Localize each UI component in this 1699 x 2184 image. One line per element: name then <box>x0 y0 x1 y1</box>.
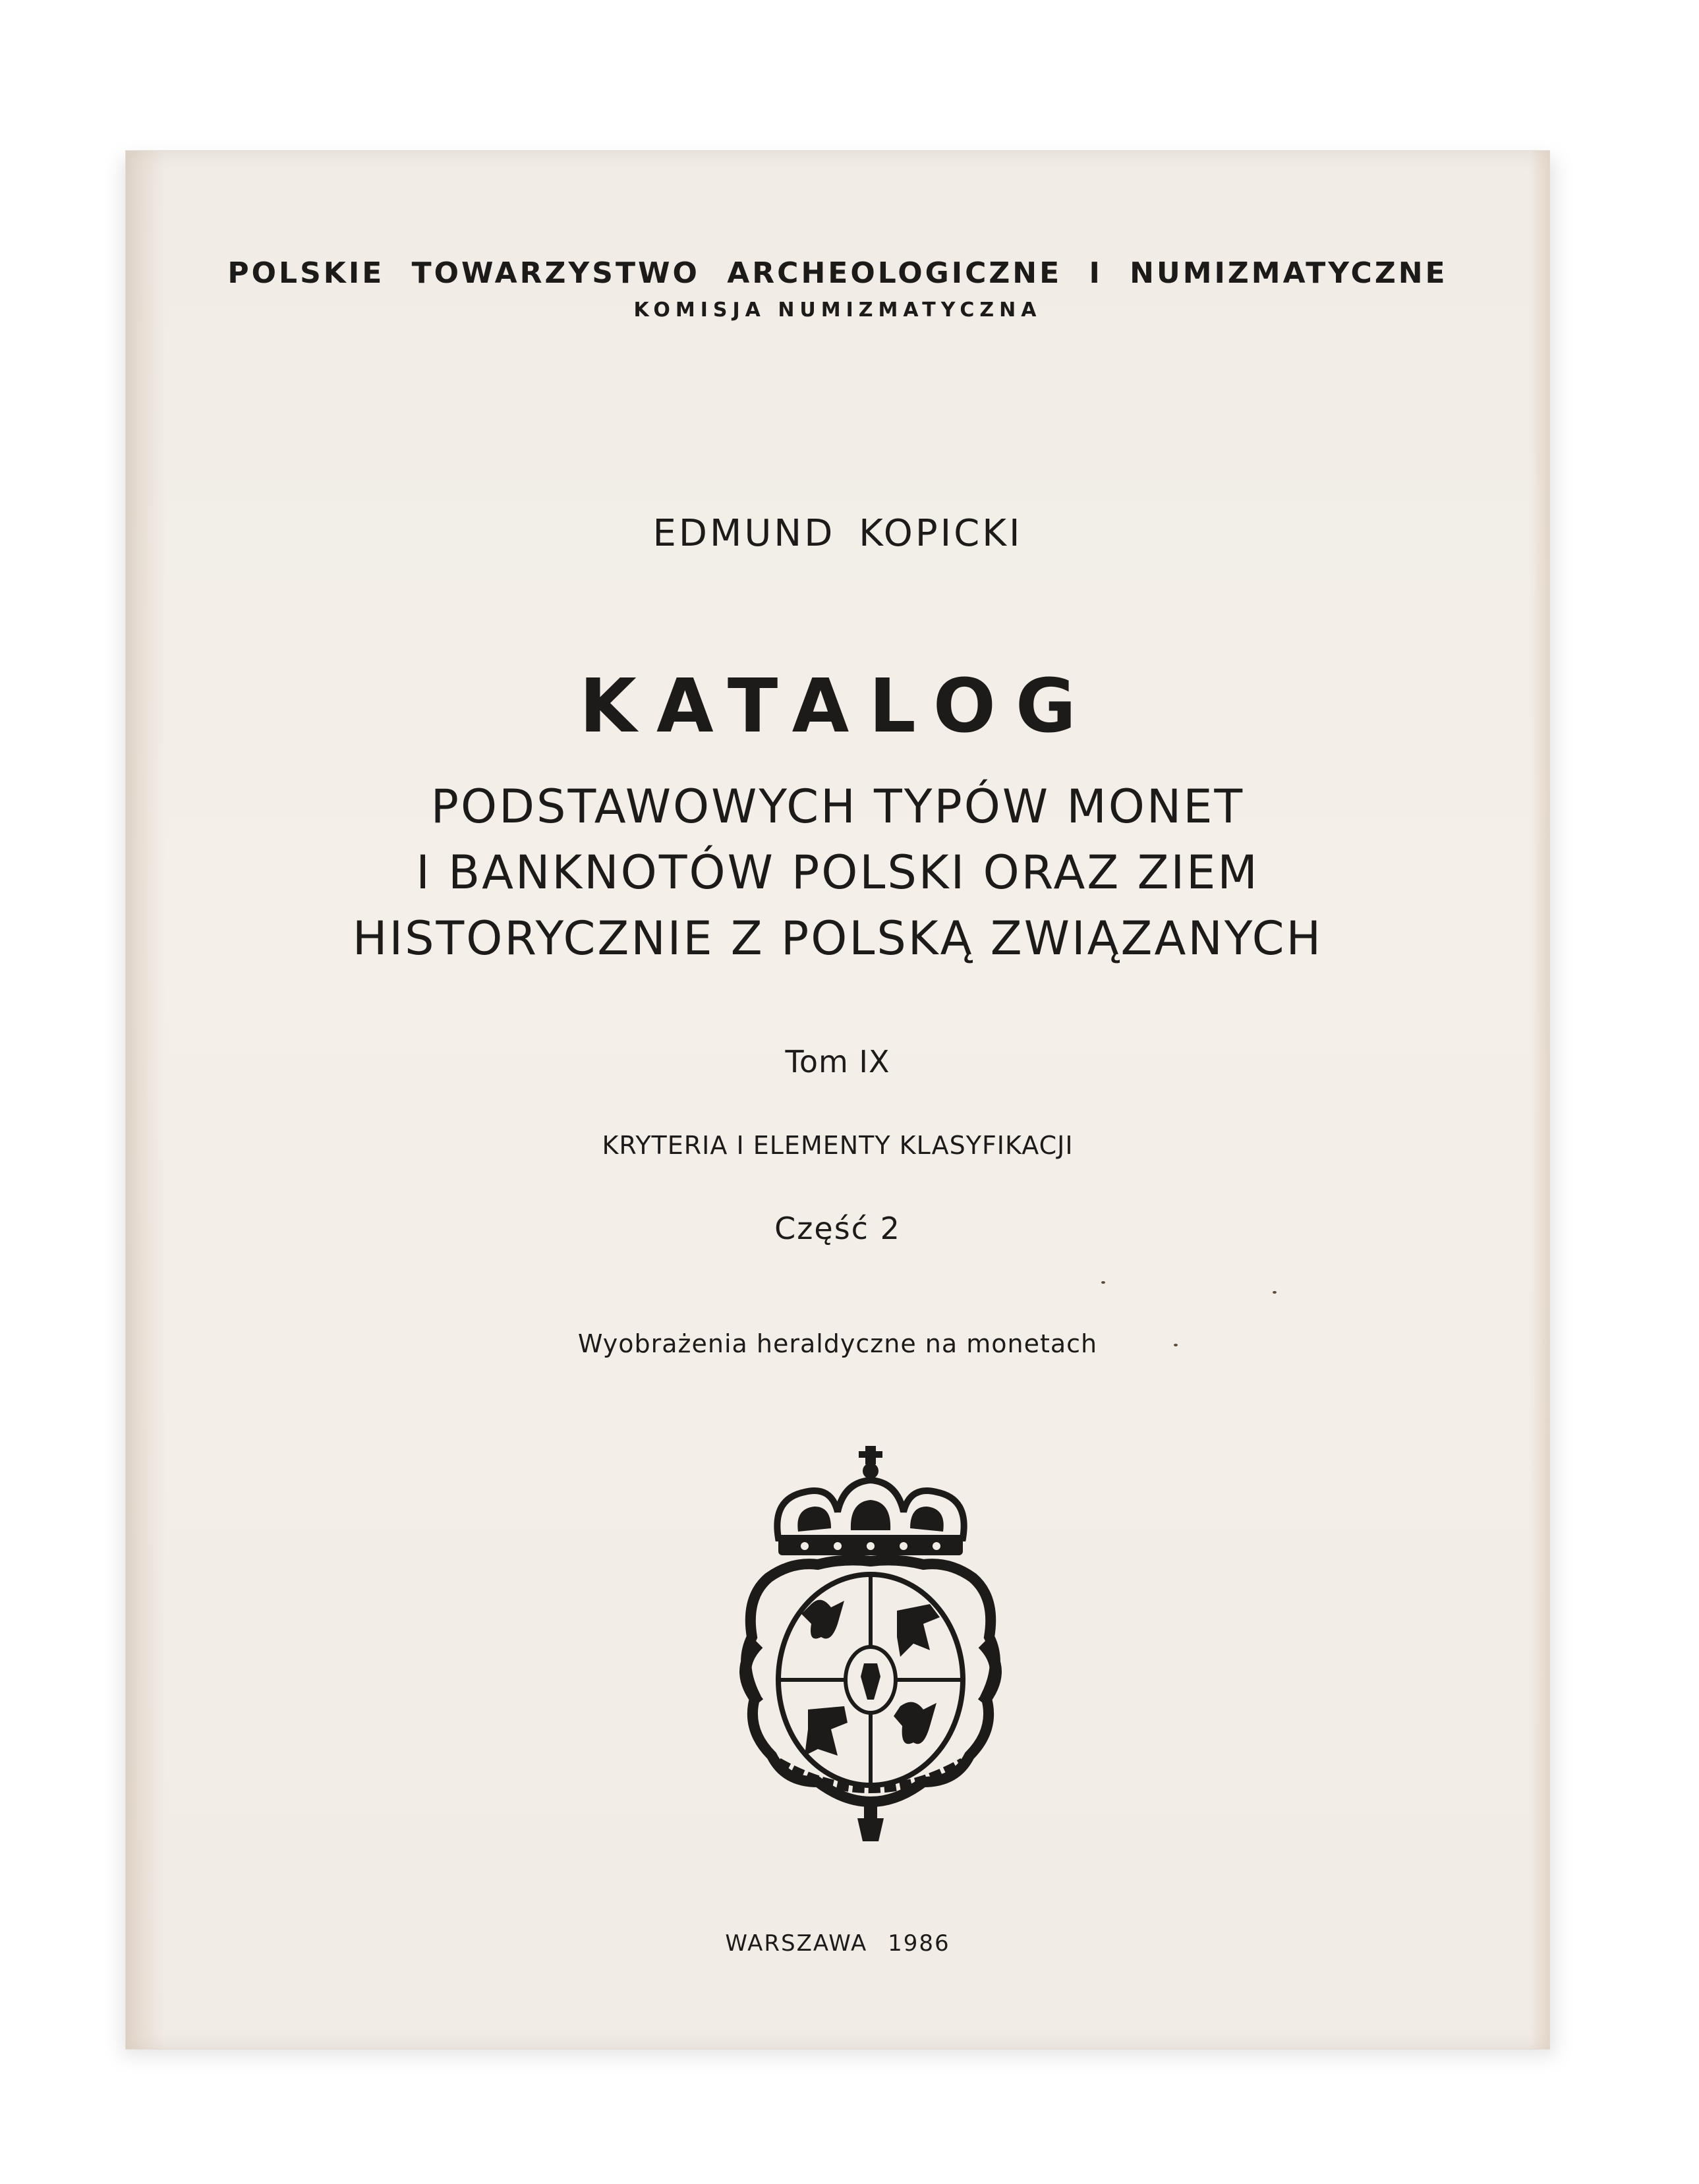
crowned-coat-of-arms-icon <box>732 1446 1009 1848</box>
part-number: Część 2 <box>774 1211 901 1246</box>
commission-name: KOMISJA NUMIZMATYCZNA <box>633 299 1042 322</box>
place-and-year: WARSZAWA 1986 <box>725 1930 950 1957</box>
subtitle-line: HISTORYCZNIE Z POLSKĄ ZWIĄZANYCH <box>352 911 1323 965</box>
subtitle-line: PODSTAWOWYCH TYPÓW MONET <box>430 780 1245 834</box>
author-name: EDMUND KOPICKI <box>652 512 1023 555</box>
paper-speck <box>1174 1344 1178 1346</box>
book-title: KATALOG <box>579 664 1096 749</box>
cover-spine <box>126 151 165 2049</box>
volume-number: Tom IX <box>785 1044 890 1079</box>
cover-edge <box>1530 151 1549 2049</box>
book-cover <box>125 150 1550 2050</box>
organization-name: POLSKIE TOWARZYSTWO ARCHEOLOGICZNE I NUMIZMATYCZNE <box>227 256 1448 290</box>
part-subtitle: Wyobrażenia heraldyczne na monetach <box>577 1329 1098 1358</box>
paper-speck <box>1273 1291 1277 1294</box>
subtitle-line: I BANKNOTÓW POLSKI ORAZ ZIEM <box>416 846 1259 900</box>
book-subtitle <box>126 774 1549 971</box>
paper-speck <box>1101 1281 1105 1284</box>
volume-subtitle: KRYTERIA I ELEMENTY KLASYFIKACJI <box>602 1131 1074 1160</box>
